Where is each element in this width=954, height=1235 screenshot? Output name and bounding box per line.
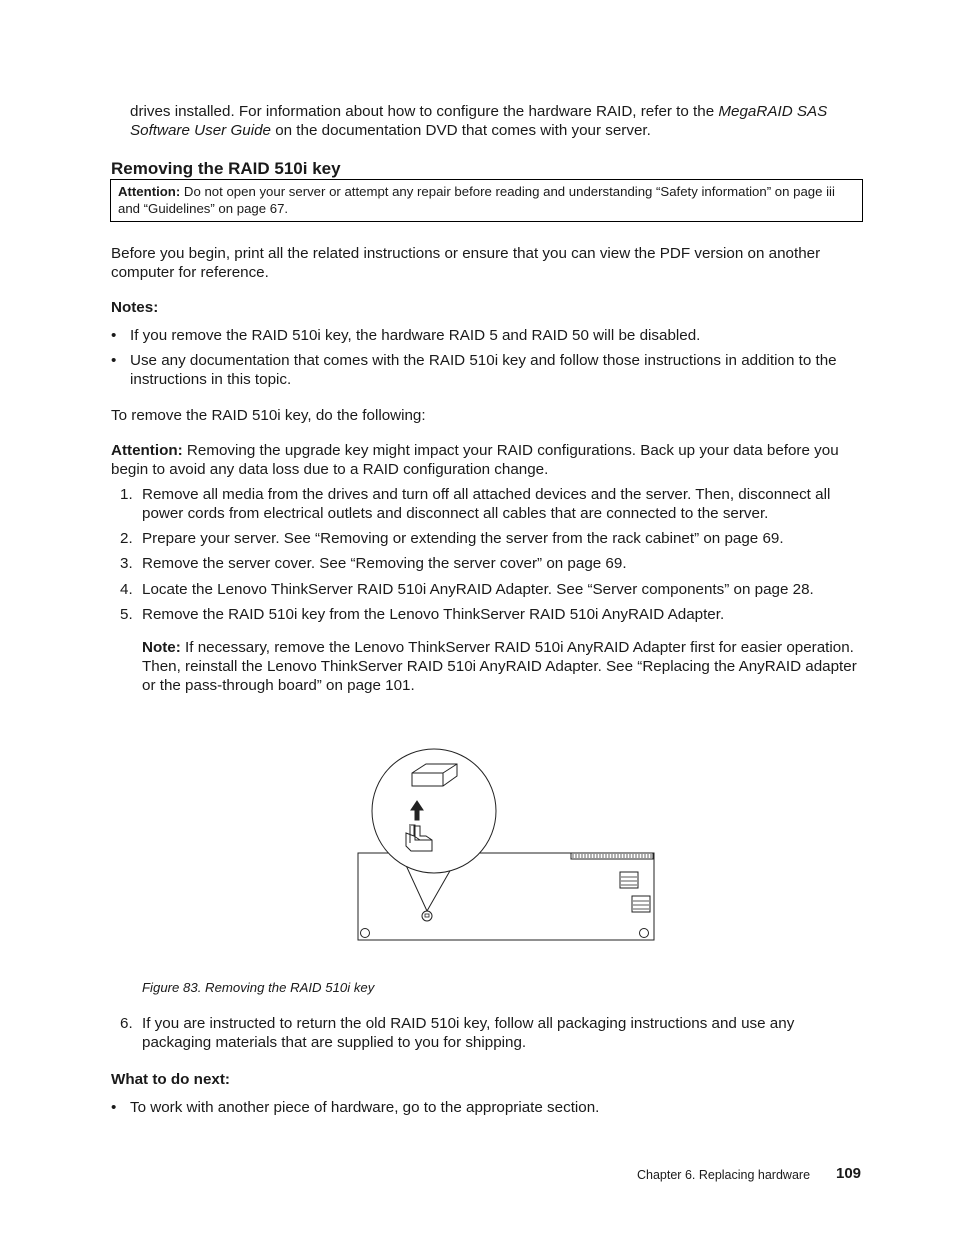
adapter-board: [358, 853, 654, 940]
step-number: 2.: [120, 530, 133, 547]
step-text: If you are instructed to return the old RAID 510i key, follow all packaging instructions and use any packaging materials that are supplied to you for shipping.: [142, 1015, 795, 1051]
guide-title-link: MegaRAID SAS Software User Guide: [130, 103, 828, 139]
step-note-text: If necessary, remove the Lenovo ThinkServer RAID 510i AnyRAID Adapter first for easier operation. Then, reinstall the Lenovo ThinkServer RAID 510i AnyRAID Adapter. See “Replacing the AnyRAID adapter or the pass-through board” on page 101.: [142, 639, 857, 694]
step-text: Remove the RAID 510i key from the Lenovo ThinkServer RAID 510i AnyRAID Adapter.: [142, 606, 725, 623]
step-note-label: Note:: [142, 639, 181, 656]
next-item: To work with another piece of hardware, go to the appropriate section.: [130, 1099, 600, 1116]
before-begin-paragraph: Before you begin, print all the related instructions or ensure that you can view the PDF version on another computer for reference.: [111, 245, 821, 281]
bullet-marker: •: [111, 352, 117, 369]
note-item: Use any documentation that comes with the RAID 510i key and follow those instructions in addition to the instructions in this topic.: [130, 352, 837, 388]
step-text: Remove all media from the drives and turn off all attached devices and the server. Then, disconnect all power cords from electrical outlets and disconnect all cables that are connected to the server.: [142, 486, 831, 522]
step-text: Prepare your server. See “Removing or extending the server from the rack cabinet” on page 69.: [142, 530, 784, 547]
step-text: Remove the server cover. See “Removing the server cover” on page 69.: [142, 555, 627, 572]
procedure-intro: To remove the RAID 510i key, do the following:: [111, 407, 426, 424]
intro-text: drives installed. For information about how to configure the hardware RAID, refer to the: [130, 103, 719, 120]
raid-key-figure: [354, 740, 658, 944]
step-number: 3.: [120, 555, 133, 572]
step-text: Locate the Lenovo ThinkServer RAID 510i AnyRAID Adapter. See “Server components” on page 28.: [142, 581, 814, 598]
step-number: 5.: [120, 606, 133, 623]
footer-chapter: Chapter 6. Replacing hardware: [637, 1168, 811, 1182]
step-number: 4.: [120, 581, 133, 598]
step-note: [142, 638, 857, 695]
step-number: 6.: [120, 1015, 133, 1032]
intro-paragraph: [130, 102, 865, 140]
step-number: 1.: [120, 486, 133, 503]
bullet-marker: •: [111, 1099, 117, 1116]
intro-text-end: on the documentation DVD that comes with your server.: [270, 122, 651, 139]
attention-text: Do not open your server or attempt any repair before reading and understanding “Safety information” on page iii and “Guidelines” on page 67.: [118, 184, 835, 216]
next-heading: What to do next:: [111, 1071, 230, 1088]
attention-paragraph: [111, 441, 856, 479]
attention-label: Attention:: [118, 184, 181, 199]
bullet-marker: •: [111, 327, 117, 344]
attention2-text: Removing the upgrade key might impact your RAID configurations. Back up your data before you begin to avoid any data loss due to a RAID configuration change.: [111, 442, 839, 478]
section-title: Removing the RAID 510i key: [111, 159, 341, 178]
attention-box: [110, 179, 863, 222]
notes-heading: Notes:: [111, 299, 159, 316]
figure-caption: Figure 83. Removing the RAID 510i key: [142, 980, 375, 995]
attention2-label: Attention:: [111, 442, 183, 459]
page-number: 109: [836, 1165, 862, 1182]
note-item: If you remove the RAID 510i key, the hardware RAID 5 and RAID 50 will be disabled.: [130, 327, 701, 344]
